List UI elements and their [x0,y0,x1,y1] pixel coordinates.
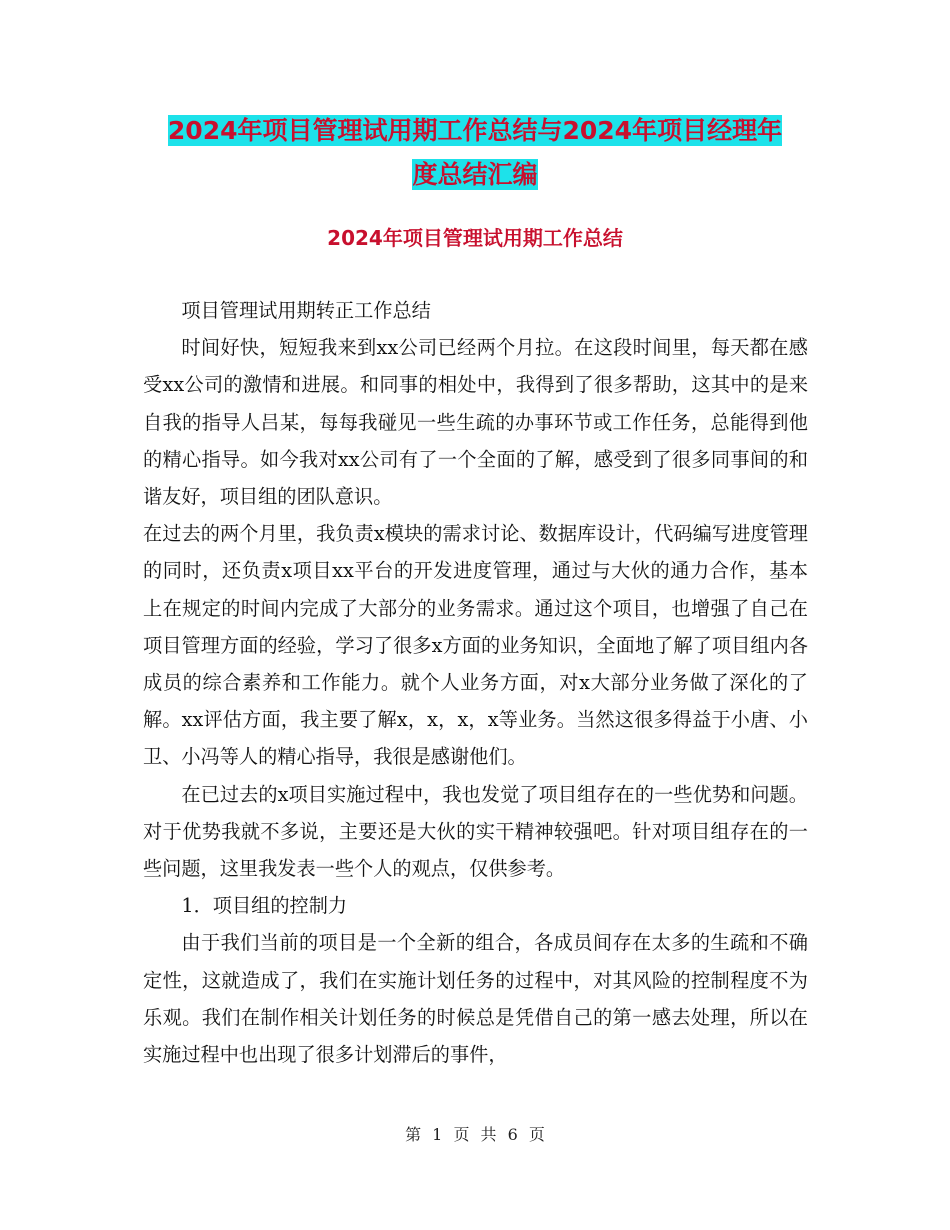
paragraph: 在已过去的x项目实施过程中，我也发觉了项目组存在的一些优势和问题。对于优势我就不多说，主要还是大伙的实干精神较强吧。针对项目组存在的一些问题，这里我发表一些个人的观点，仅供参考。 [143,782,808,881]
paragraph-subtitle: 项目管理试用期转正工作总结 [181,299,431,322]
document-body [143,292,808,1073]
paragraph: 由于我们当前的项目是一个全新的组合，各成员间存在太多的生疏和不确定性，这就造成了，我们在实施计划任务的过程中，对其风险的控制程度不为乐观。我们在制作相关计划任务的时候总是凭借自己的第一感去处理，所以在实施过程中也出现了很多计划滞后的事件， [143,931,808,1067]
paragraph: 时间好快，短短我来到xx公司已经两个月拉。在这段时间里，每天都在感受xx公司的激情和进展。和同事的相处中，我得到了很多帮助，这其中的是来自我的指导人吕某，每每我碰见一些生疏的办事环节或工作任务，总能得到他的精心指导。如今我对xx公司有了一个全面的了解，感受到了很多同事间的和谐友好，项目组的团队意识。 [143,336,808,509]
document-title-line-2: 度总结汇编 [412,160,538,189]
section-title: 2024年项目管理试用期工作总结 [327,226,623,250]
document-title-line-1: 2024年项目管理试用期工作总结与2024年项目经理年 [167,116,783,145]
page-footer: 第 1 页 共 6 页 [405,1125,545,1144]
numbered-heading: 1．项目组的控制力 [181,894,348,918]
paragraph: 在过去的两个月里，我负责x模块的需求讨论、数据库设计，代码编写进度管理的同时，还负责x项目xx平台的开发进度管理，通过与大伙的通力合作，基本上在规定的时间内完成了大部分的业务需求。通过这个项目，也增强了自己在项目管理方面的经验，学习了很多x方面的业务知识，全面地了解了项目组内各成员的综合素养和工作能力。就个人业务方面，对x大部分业务做了深化的了解。xx评估方面，我主要了解x，x，x，x等业务。当然这很多得益于小唐、小卫、小冯等人的精心指导，我很是感谢他们。 [143,522,808,769]
